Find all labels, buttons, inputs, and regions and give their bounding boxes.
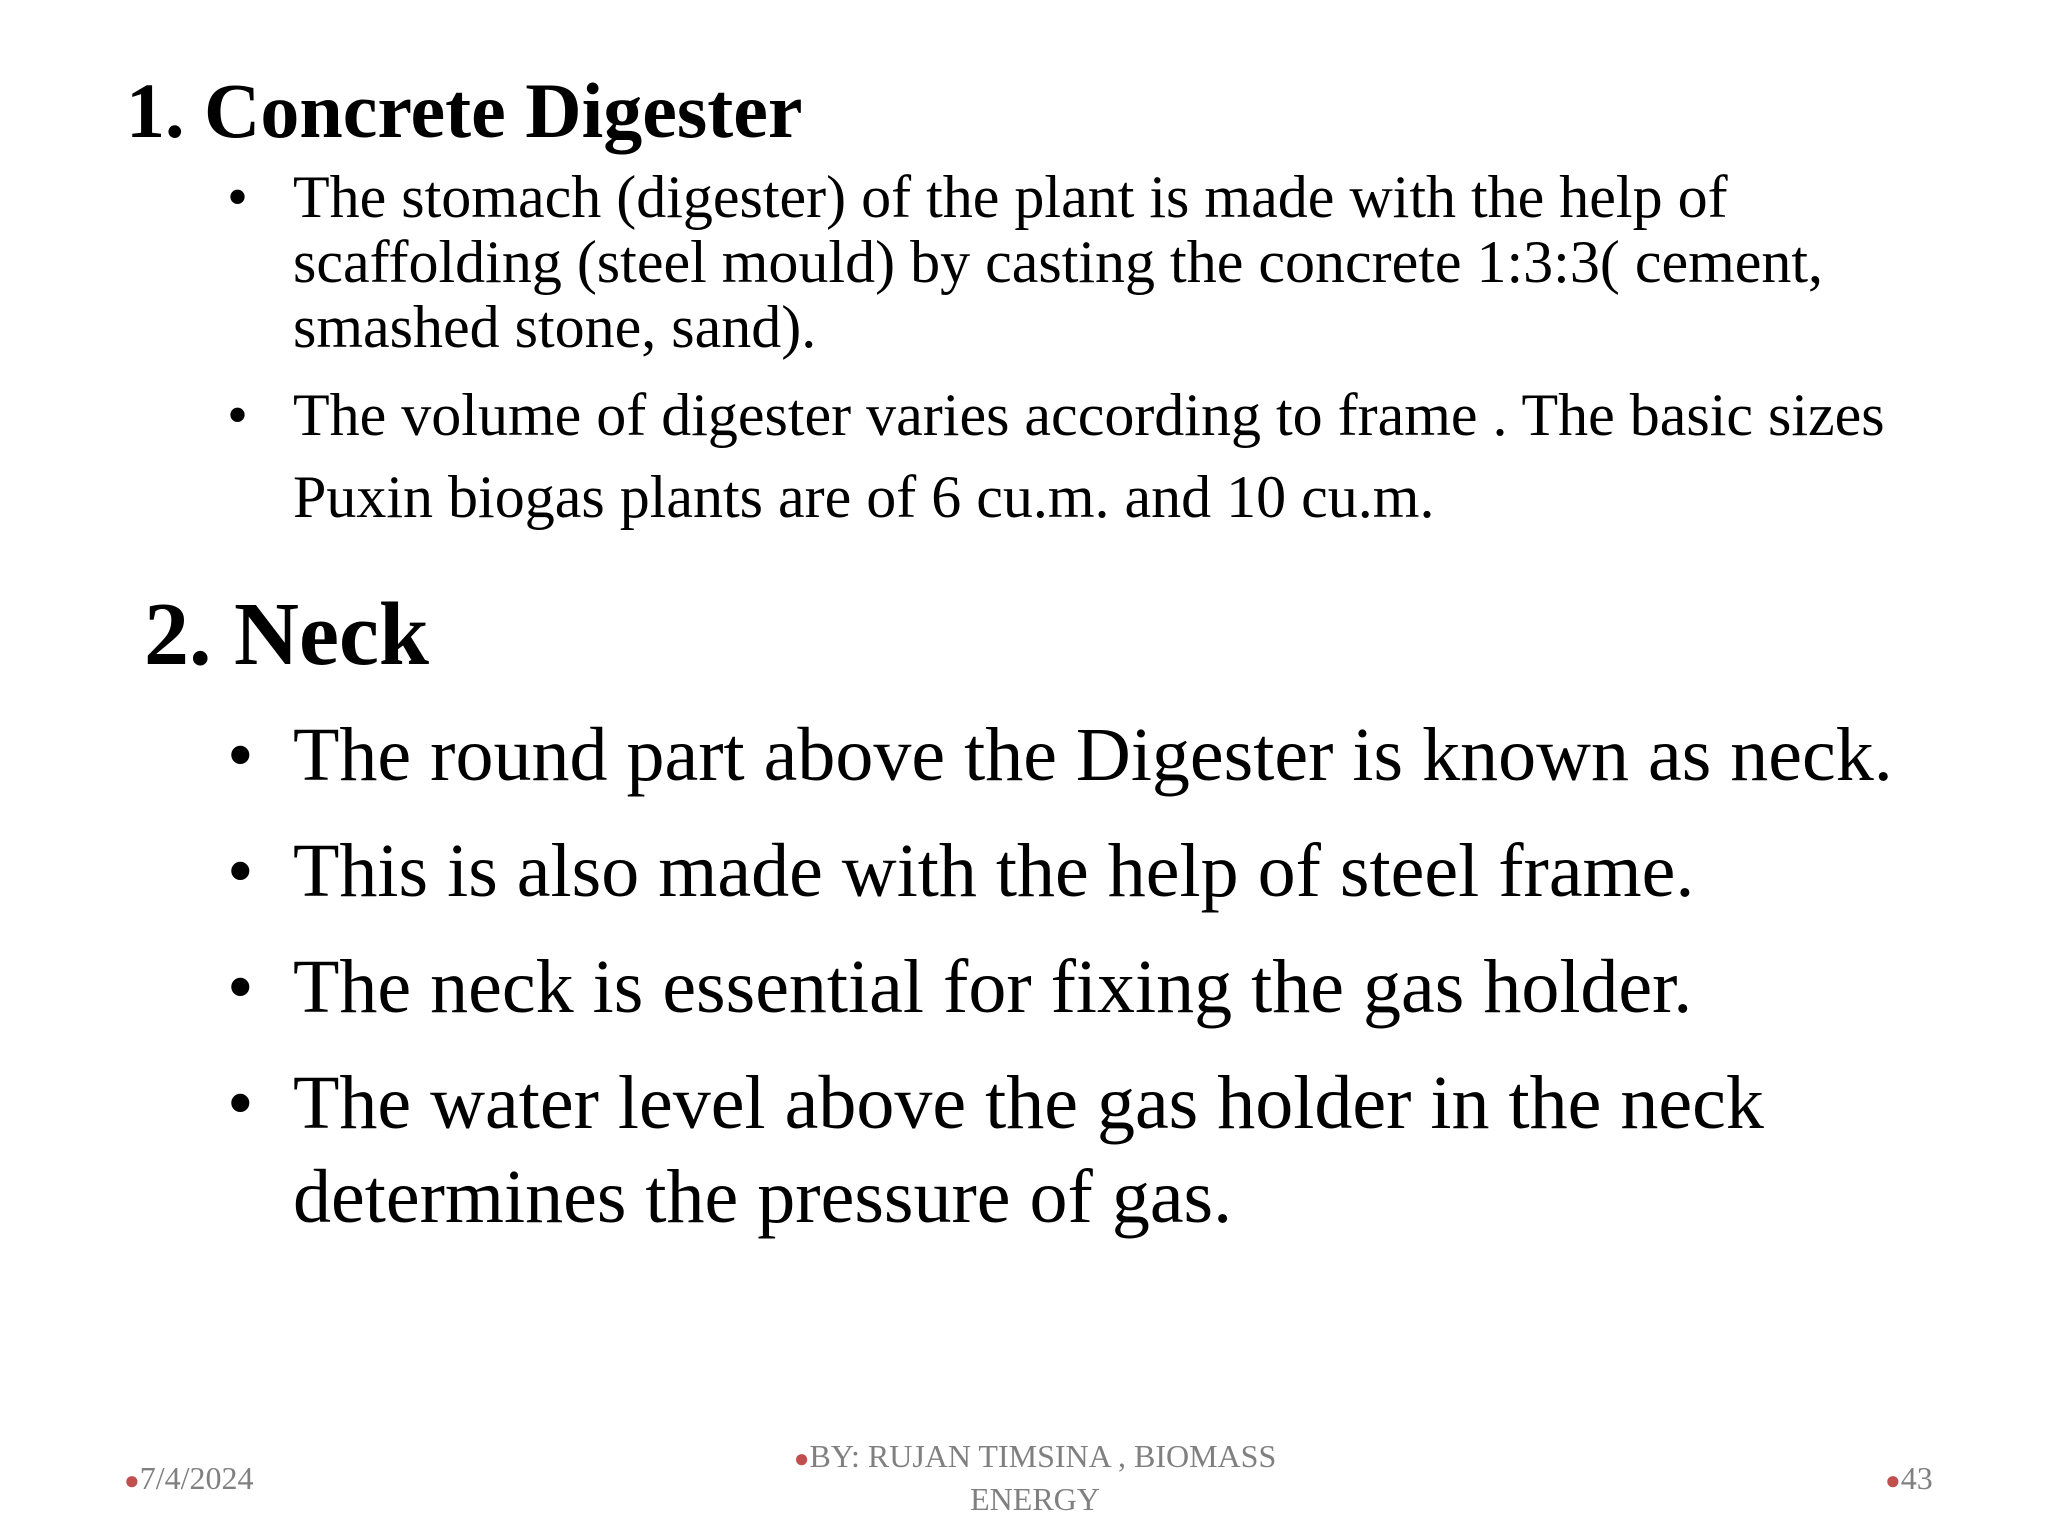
- list-item: [227, 708, 1947, 802]
- footer-date: [124, 1458, 254, 1501]
- list-item: [227, 940, 1947, 1034]
- footer-author: [770, 1436, 1300, 1519]
- bullet-text: This is also made with the help of steel frame.: [293, 829, 1695, 913]
- list-item: [227, 824, 1947, 918]
- bullet-icon: •: [227, 164, 249, 230]
- footer-author-text: BY: RUJAN TIMSINA , BIOMASS ENERGY: [809, 1438, 1277, 1517]
- bullet-text: The neck is essential for fixing the gas holder.: [293, 945, 1693, 1029]
- bullet-icon: •: [227, 945, 254, 1029]
- bullet-icon: •: [227, 829, 254, 913]
- footer-marker-icon: ●: [124, 1466, 140, 1495]
- footer-date-text: 7/4/2024: [139, 1460, 254, 1496]
- bullet-icon: •: [227, 382, 249, 448]
- bullet-text: The stomach (digester) of the plant is made with the help of scaffolding (steel mould) by casting the concrete 1:3:3( cement, smashed stone, sand).: [293, 164, 1824, 360]
- bullet-text: The water level above the gas holder in the neck determines the pressure of gas.: [293, 1061, 1764, 1239]
- section-heading-neck: 2. Neck: [144, 585, 429, 684]
- list-item: [227, 165, 1947, 360]
- bullet-icon: •: [227, 713, 254, 797]
- footer-page-text: 43: [1900, 1460, 1933, 1496]
- list-item: [227, 1056, 1947, 1244]
- bullet-text: The round part above the Digester is known as neck.: [293, 713, 1893, 797]
- section-heading-concrete-digester: 1. Concrete Digester: [126, 67, 803, 154]
- footer-page-number: [1885, 1458, 1933, 1501]
- bullet-list-concrete-digester: [227, 165, 1947, 538]
- list-item: [227, 374, 1947, 538]
- footer-marker-icon: ●: [1885, 1466, 1901, 1495]
- bullet-text: The volume of digester varies according to frame . The basic sizes Puxin biogas plants are of 6 cu.m. and 10 cu.m.: [293, 382, 1885, 530]
- bullet-icon: •: [227, 1061, 254, 1145]
- footer-marker-icon: ●: [793, 1444, 810, 1473]
- bullet-list-neck: [227, 708, 1947, 1266]
